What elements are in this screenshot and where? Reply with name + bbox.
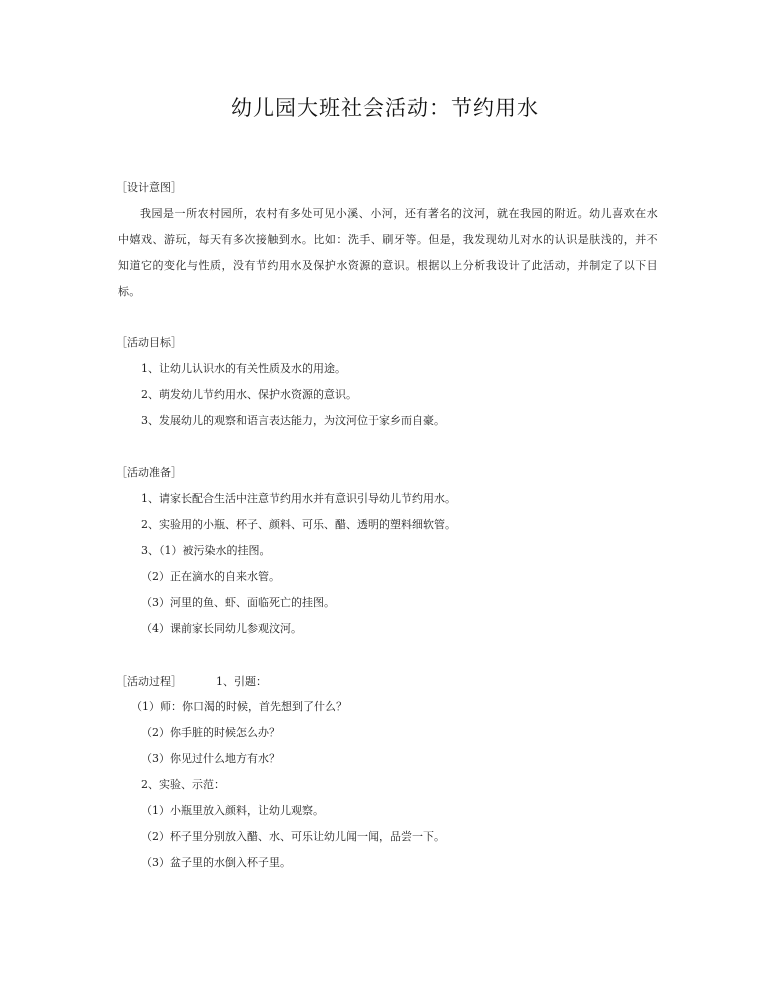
process-item: （3）盆子里的水倒入杯子里。 <box>141 856 291 869</box>
goal-item: 2、萌发幼儿节约用水、保护水资源的意识。 <box>141 388 357 401</box>
process-item: 2、实验、示范： <box>141 778 225 791</box>
prep-item: 1、请家长配合生活中注意节约用水并有意识引导幼儿节约用水。 <box>141 492 456 505</box>
section-heading-design: ［设计意图］ <box>116 181 182 194</box>
process-item: （1）师：你口渴的时候，首先想到了什么？ <box>131 700 347 713</box>
process-item: （2）杯子里分别放入醋、水、可乐让幼儿闻一闻，品尝一下。 <box>141 830 445 843</box>
prep-item: （3）河里的鱼、虾、面临死亡的挂图。 <box>141 596 335 609</box>
prep-item: 2、实验用的小瓶、杯子、颜料、可乐、醋、透明的塑料细软管。 <box>141 518 456 531</box>
prep-item: 3、（1）被污染水的挂图。 <box>141 544 271 557</box>
section-heading-goals: ［活动目标］ <box>116 336 182 349</box>
section-heading-prep: ［活动准备］ <box>116 466 182 479</box>
section-heading-process: ［活动过程］ <box>116 675 182 688</box>
goal-item: 3、发展幼儿的观察和语言表达能力，为汶河位于家乡而自豪。 <box>141 414 445 427</box>
process-inline-step: 1、引题： <box>216 675 267 688</box>
process-item: （3）你见过什么地方有水？ <box>141 752 280 765</box>
goal-item: 1、让幼儿认识水的有关性质及水的用途。 <box>141 362 346 375</box>
design-paragraph: 我园是一所农村园所，农村有多处可见小溪、小河，还有著名的汶河，就在我园的附近。幼儿喜欢在水中嬉戏、游玩，每天有多次接触到水。比如：洗手、刷牙等。但是，我发现幼儿对水的认识是肤浅的，并不知道它的变化与性质，没有节约用水及保护水资源的意识。根据以上分析我设计了此活动，并制定了以下目标。 <box>118 207 658 298</box>
prep-item: （2）正在滴水的自来水管。 <box>141 570 280 583</box>
process-item: （2）你手脏的时候怎么办？ <box>141 726 280 739</box>
prep-item: （4）课前家长同幼儿参观汶河。 <box>141 622 302 635</box>
process-item: （1）小瓶里放入颜料，让幼儿观察。 <box>141 804 324 817</box>
page-title: 幼儿园大班社会活动：节约用水 <box>231 96 539 120</box>
